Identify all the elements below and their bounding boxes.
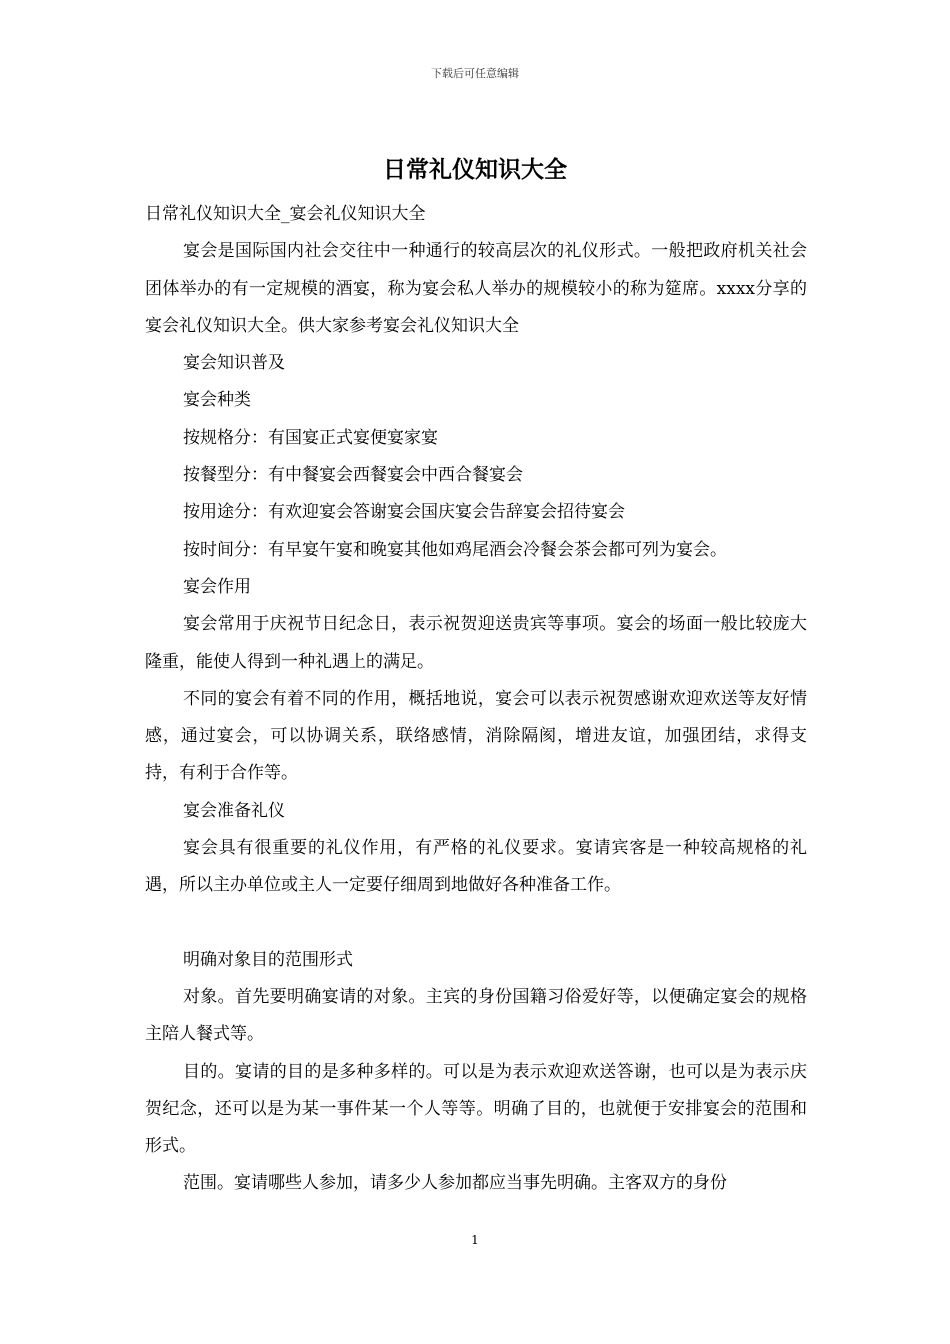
page-header: 下载后可任意编辑	[431, 67, 519, 80]
paragraph: 对象。首先要明确宴请的对象。主宾的身份国籍习俗爱好等，以便确定宴会的规格主陪人餐式等。	[145, 986, 807, 1045]
list-item: 按规格分：有国宴正式宴便宴家宴	[183, 427, 438, 448]
section-heading: 宴会知识普及	[183, 353, 285, 374]
list-item: 按用途分：有欢迎宴会答谢宴会国庆宴会告辞宴会招待宴会	[183, 502, 625, 523]
paragraph: 宴会是国际国内社会交往中一种通行的较高层次的礼仪形式。一般把政府机关社会团体举办的有一定规模的酒宴，称为宴会私人举办的规模较小的称为筵席。xxxx分享的宴会礼仪知识大全。供大家参考宴会礼仪知识大全	[145, 241, 807, 336]
paragraph: 目的。宴请的目的是多种多样的。可以是为表示欢迎欢送答谢，也可以是为表示庆贺纪念，还可以是为某一事件某一个人等等。明确了目的，也就便于安排宴会的范围和形式。	[145, 1061, 807, 1157]
list-item: 按时间分：有早宴午宴和晚宴其他如鸡尾酒会冷餐会茶会都可列为宴会。	[183, 539, 727, 560]
section-heading: 宴会种类	[183, 390, 251, 411]
section-heading: 宴会作用	[183, 576, 251, 597]
paragraph: 宴会具有很重要的礼仪作用，有严格的礼仪要求。宴请宾客是一种较高规格的礼遇，所以主办单位或主人一定要仔细周到地做好各种准备工作。	[145, 838, 807, 896]
document-subtitle: 日常礼仪知识大全_宴会礼仪知识大全	[145, 204, 426, 224]
document-body	[145, 196, 807, 1203]
list-item: 按餐型分：有中餐宴会西餐宴会中西合餐宴会	[183, 465, 523, 486]
paragraph: 不同的宴会有着不同的作用，概括地说，宴会可以表示祝贺感谢欢迎欢送等友好情感，通过宴会，可以协调关系，联络感情，消除隔阂，增进友谊，加强团结，求得支持，有利于合作等。	[145, 688, 807, 784]
paragraph: 宴会常用于庆祝节日纪念日，表示祝贺迎送贵宾等事项。宴会的场面一般比较庞大隆重，能使人得到一种礼遇上的满足。	[145, 614, 807, 672]
section-heading: 宴会准备礼仪	[183, 800, 285, 821]
page-number: 1	[471, 1233, 479, 1247]
document-title: 日常礼仪知识大全	[383, 156, 567, 183]
section-heading: 明确对象目的范围形式	[183, 949, 353, 970]
paragraph: 范围。宴请哪些人参加，请多少人参加都应当事先明确。主客双方的身份	[183, 1173, 727, 1194]
